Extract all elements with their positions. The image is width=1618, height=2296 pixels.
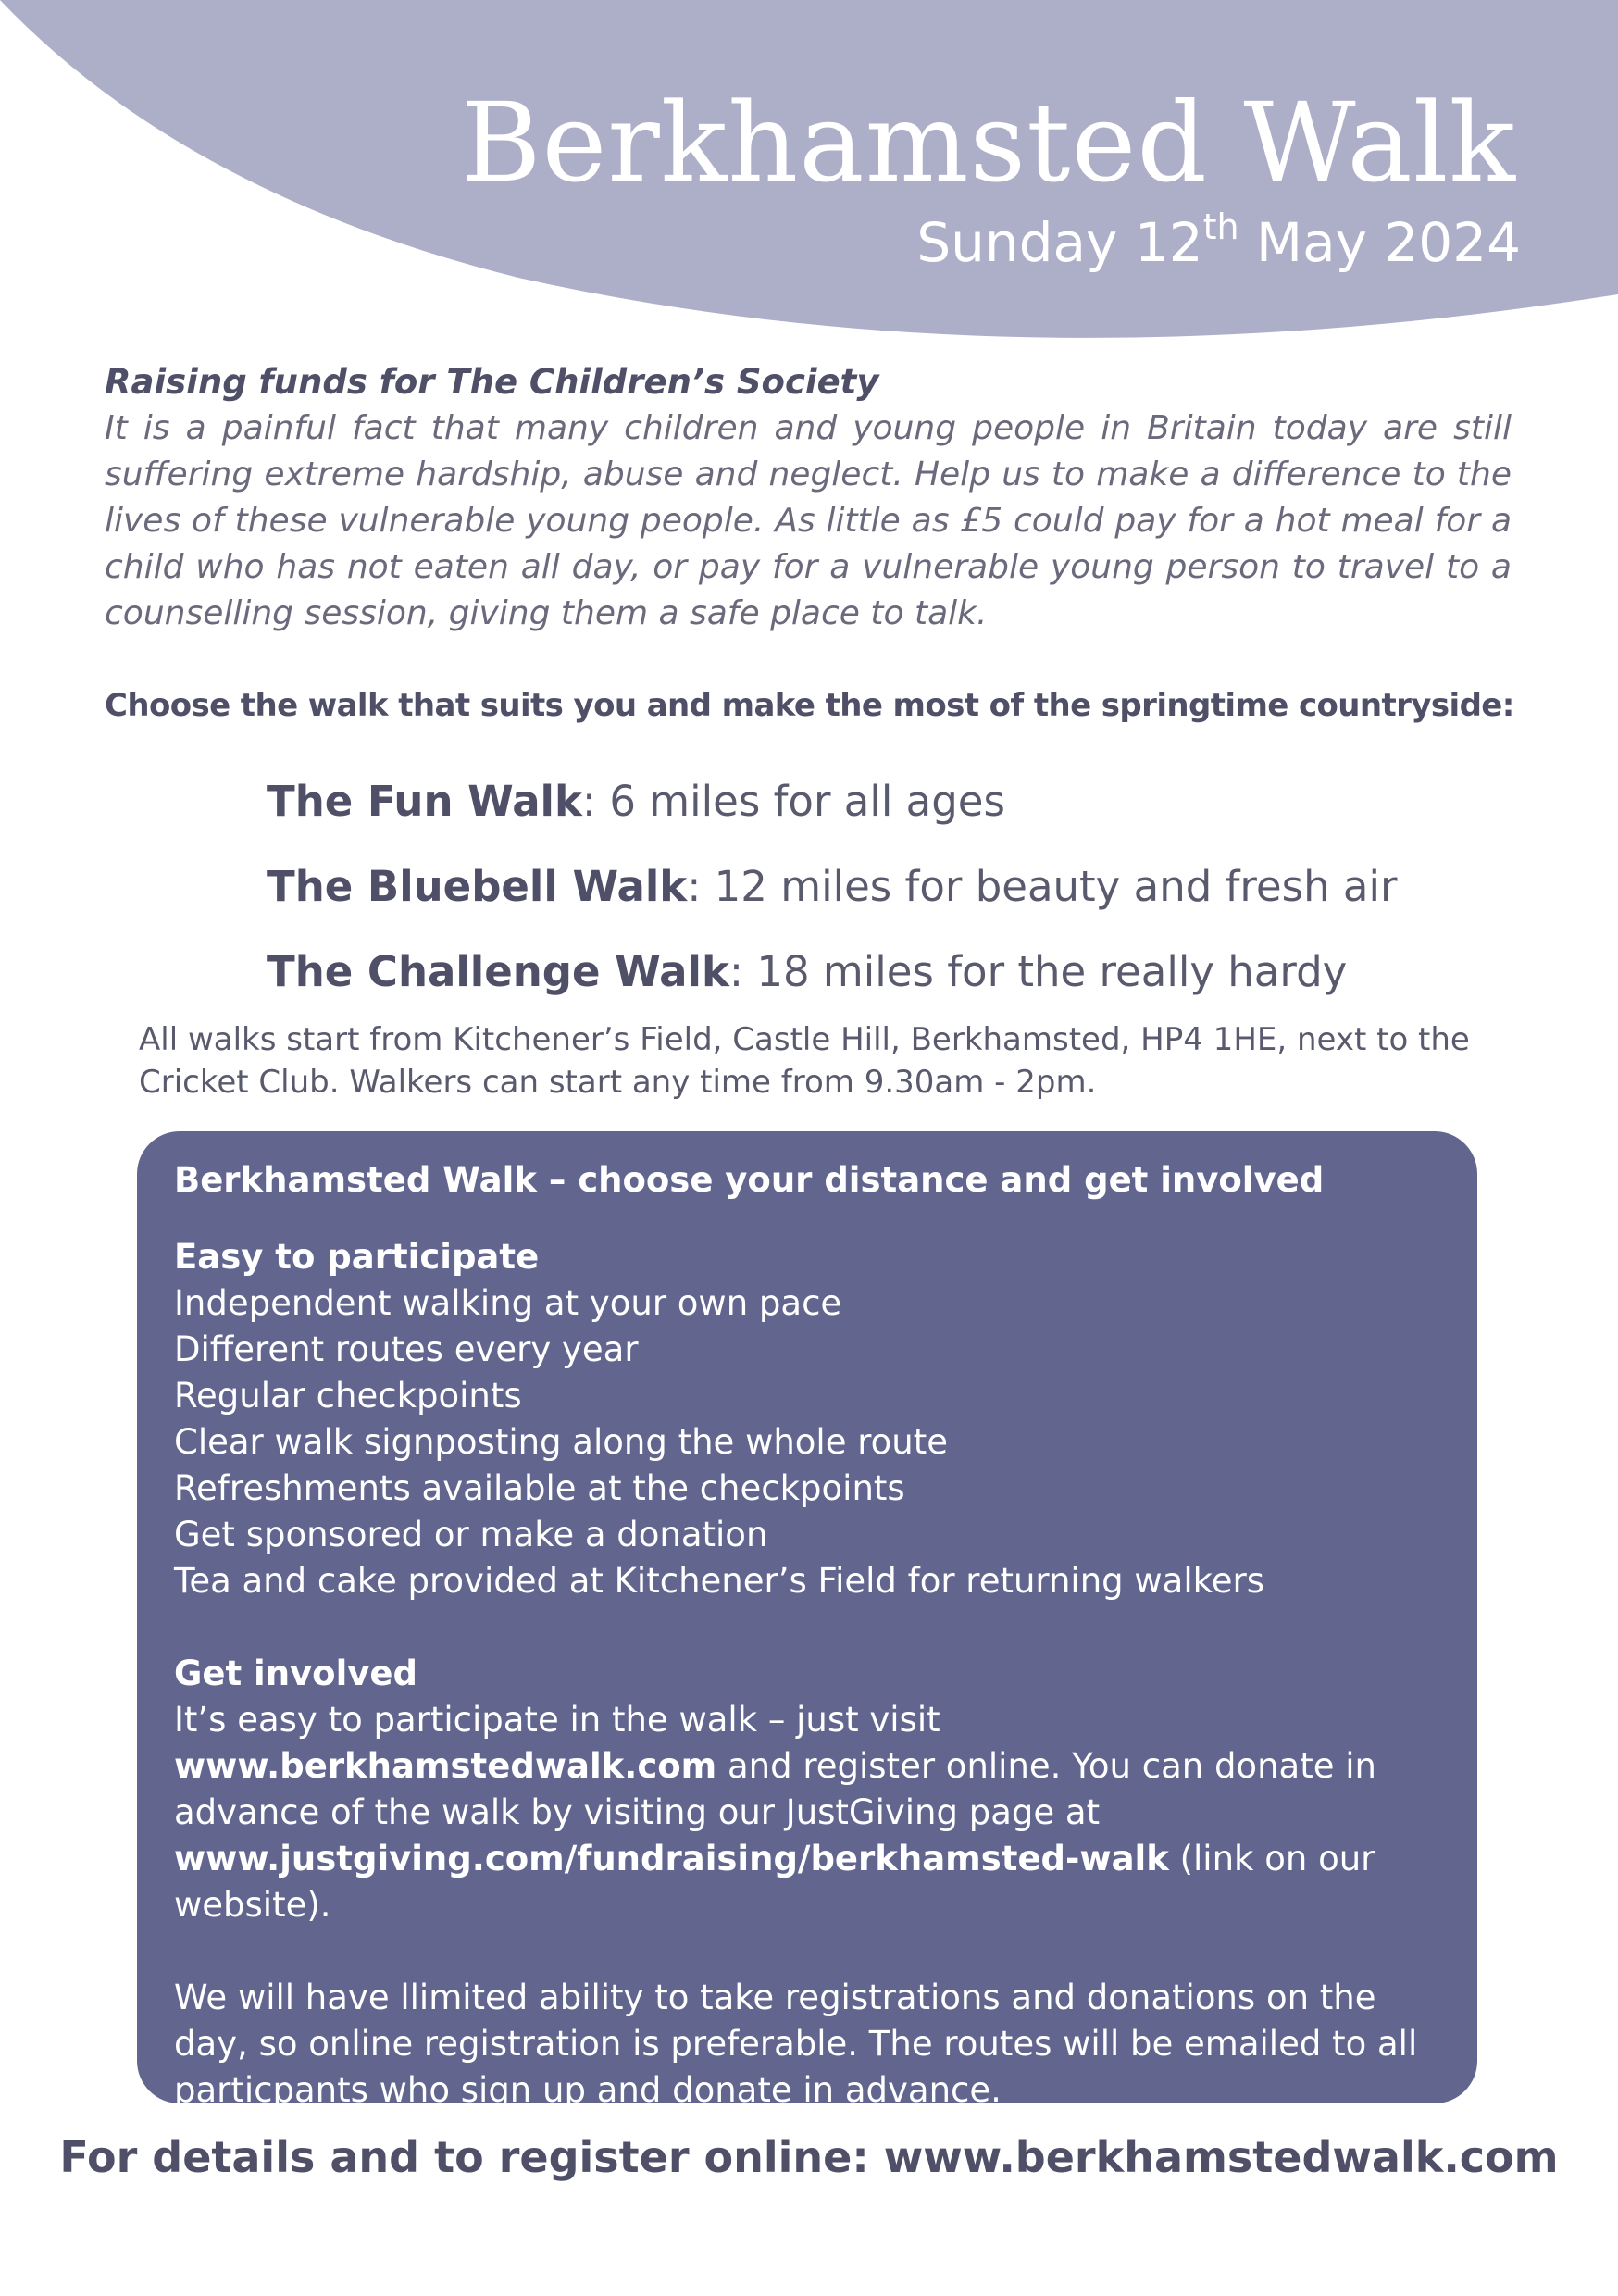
footer-website-link[interactable]: www.berkhamstedwalk.com — [883, 2132, 1559, 2182]
walk-description: : 12 miles for beauty and fresh air — [687, 862, 1398, 911]
get-involved-section — [174, 1651, 1440, 2114]
date-month-year: May 2024 — [1238, 211, 1521, 274]
list-item: Tea and cake provided at Kitchener’s Field for returning walkers — [174, 1561, 1264, 1601]
participate-section — [174, 1234, 1440, 1604]
choose-walk-heading: Choose the walk that suits you and make the most of the springtime countryside: — [105, 687, 1514, 724]
paragraph-text: It’s easy to participate in the walk – just visit — [174, 1700, 940, 1740]
walk-description: : 6 miles for all ages — [581, 777, 1005, 826]
list-item: Independent walking at your own pace — [174, 1283, 842, 1323]
footer-cta — [0, 2129, 1618, 2185]
walk-options-list — [267, 759, 1397, 1015]
intro-body: It is a painful fact that many children and young people in Britain today are still suffering extreme hardship, abuse and neglect. Help us to make a difference to the lives of these vulnerable young people. As little as £5 could pay for a hot meal for a child who has not eaten all day, or pay for a vulnerable young person to travel to a counselling session, giving them a safe place to talk. — [105, 409, 1512, 632]
list-item: Different routes every year — [174, 1329, 639, 1369]
get-involved-heading: Get involved — [174, 1653, 417, 1693]
website-link[interactable]: www.berkhamstedwalk.com — [174, 1746, 717, 1786]
list-item: Refreshments available at the checkpoints — [174, 1468, 905, 1508]
walk-name: The Challenge Walk — [267, 947, 729, 996]
info-panel — [137, 1131, 1477, 2110]
start-location-info: All walks start from Kitchener’s Field, Castle Hill, Berkhamsted, HP4 1HE, next to the Cricket Club. Walkers can start any time from 9.30am - 2pm. — [139, 1021, 1470, 1101]
panel-heading: Berkhamsted Walk – choose your distance and get involved — [174, 1160, 1325, 1200]
date-ordinal: th — [1202, 206, 1239, 247]
get-involved-paragraph — [174, 1697, 1440, 1928]
footer-label: For details and to register online: — [59, 2132, 884, 2182]
walk-description: : 18 miles for the really hardy — [728, 947, 1348, 996]
intro-section — [105, 359, 1512, 637]
event-date — [916, 206, 1521, 274]
paragraph-text: and register online. You can donate in advance of the walk by visiting our JustGiving page at — [174, 1746, 1376, 1832]
participate-heading: Easy to participate — [174, 1237, 540, 1277]
paragraph-text: (link on our website). — [174, 1839, 1375, 1925]
intro-heading: Raising funds for The Children’s Society — [105, 362, 879, 402]
list-item: Get sponsored or make a donation — [174, 1515, 768, 1554]
feature-list — [174, 1280, 1440, 1604]
registration-note: We will have llimited ability to take registrations and donations on the day, so online registration is preferable. The routes will be emailed to all particpants who sign up and donate in advance. — [174, 1978, 1418, 2110]
page-title: Berkhamsted Walk — [460, 79, 1516, 206]
justgiving-link[interactable]: www.justgiving.com/fundraising/berkhamsted-walk — [174, 1839, 1169, 1878]
walk-name: The Bluebell Walk — [267, 862, 688, 911]
walk-option-fun — [267, 759, 1397, 844]
list-item: Regular checkpoints — [174, 1376, 522, 1416]
walk-option-bluebell — [267, 844, 1397, 930]
walk-name: The Fun Walk — [267, 777, 582, 826]
walk-option-challenge — [267, 930, 1397, 1015]
date-day: Sunday 12 — [916, 211, 1203, 274]
list-item: Clear walk signposting along the whole route — [174, 1422, 948, 1462]
